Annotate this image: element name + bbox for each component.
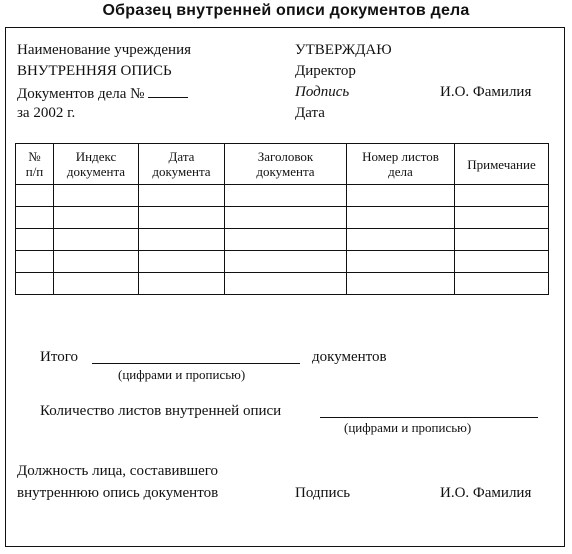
sheets-count-label: Количество листов внутренней описи <box>40 403 282 419</box>
column-header: Примечание <box>455 144 549 185</box>
table-cell <box>455 229 549 251</box>
column-header: Заголовок документа <box>225 144 347 185</box>
table-cell <box>16 185 54 207</box>
total-blank-line <box>92 363 300 364</box>
inventory-table <box>15 143 549 295</box>
table-cell <box>455 251 549 273</box>
table-cell <box>455 185 549 207</box>
table-cell <box>139 229 225 251</box>
table-cell <box>16 207 54 229</box>
total-label: Итого <box>40 349 78 365</box>
sheets-hint: (цифрами и прописью) <box>344 420 472 435</box>
table-cell <box>54 273 139 295</box>
column-header: Индекс документа <box>54 144 139 185</box>
table-cell <box>225 207 347 229</box>
table-cell <box>225 273 347 295</box>
table-cell <box>16 229 54 251</box>
table-header-row <box>16 144 549 185</box>
director-name-label: И.О. Фамилия <box>440 84 532 100</box>
column-header: Номер листов дела <box>347 144 455 185</box>
table-row <box>16 185 549 207</box>
table-cell <box>225 229 347 251</box>
table-cell <box>54 207 139 229</box>
position-label-line2: внутреннюю опись документов <box>17 485 219 501</box>
table-row <box>16 251 549 273</box>
table-cell <box>139 273 225 295</box>
table-cell <box>54 251 139 273</box>
table-cell <box>347 229 455 251</box>
page-caption: Образец внутренней описи документов дела <box>102 2 470 19</box>
sheets-blank-line <box>320 417 538 418</box>
case-number-line <box>17 83 188 103</box>
table-cell <box>16 251 54 273</box>
document-type-title: ВНУТРЕННЯЯ ОПИСЬ <box>17 63 172 79</box>
table-cell <box>347 273 455 295</box>
table-cell <box>347 251 455 273</box>
table-cell <box>139 185 225 207</box>
table-cell <box>225 251 347 273</box>
director-label: Директор <box>295 63 356 79</box>
table-row <box>16 229 549 251</box>
column-header: Дата документа <box>139 144 225 185</box>
table-cell <box>54 229 139 251</box>
table-cell <box>455 207 549 229</box>
table-cell <box>225 185 347 207</box>
case-number-blank <box>148 83 188 98</box>
table-cell <box>16 273 54 295</box>
column-header: № п/п <box>16 144 54 185</box>
position-label-line1: Должность лица, составившего <box>17 463 219 479</box>
signature-label: Подпись <box>295 84 350 100</box>
case-number-label: Документов дела № <box>17 86 145 102</box>
table-cell <box>139 251 225 273</box>
total-suffix-label: документов <box>312 349 387 365</box>
total-hint: (цифрами и прописью) <box>118 367 246 382</box>
table-row <box>16 273 549 295</box>
table-row <box>16 207 549 229</box>
table-cell <box>455 273 549 295</box>
table-cell <box>347 185 455 207</box>
table-cell <box>347 207 455 229</box>
approve-label: УТВЕРЖДАЮ <box>295 42 392 58</box>
date-label: Дата <box>295 105 325 121</box>
year-label: за 2002 г. <box>17 105 76 121</box>
table-cell <box>54 185 139 207</box>
compiler-signature-label: Подпись <box>295 485 351 501</box>
org-name-label: Наименование учреждения <box>17 42 192 58</box>
compiler-name-label: И.О. Фамилия <box>440 485 532 501</box>
table-cell <box>139 207 225 229</box>
